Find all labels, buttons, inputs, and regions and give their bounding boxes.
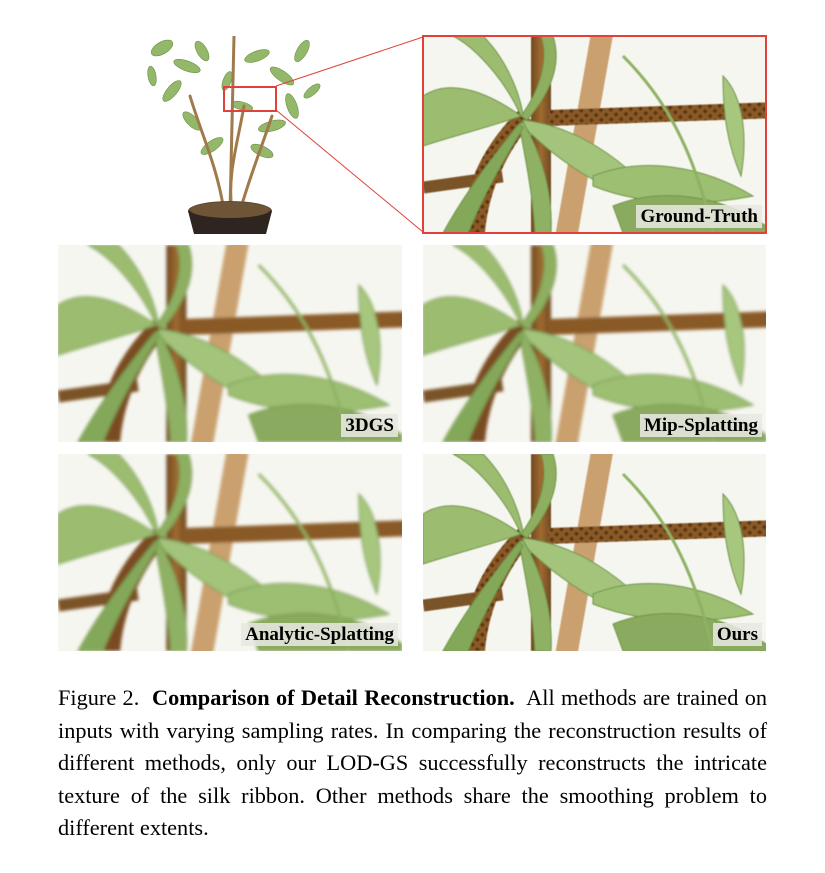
- crop-image: [423, 454, 766, 651]
- panel-label: 3DGS: [341, 414, 398, 437]
- caption-prefix: Figure 2.: [58, 685, 140, 710]
- plant-overview-image: [132, 36, 328, 234]
- crop-image: [423, 245, 766, 442]
- panel-label: Ground-Truth: [636, 205, 762, 228]
- caption-title: Comparison of Detail Reconstruction.: [151, 685, 515, 710]
- caption-body: All methods are trained on inputs with varying sampling rates. In comparing the reconstruction results of different methods, only our LOD-GS successfully reconstructs the intricate texture of the silk ribbon. Other methods share the smoothing problem to different extents.: [58, 685, 767, 840]
- crop-image: [58, 454, 402, 651]
- crop-image: [58, 245, 402, 442]
- panel-label: Analytic-Splatting: [241, 623, 398, 646]
- ours-panel: [423, 454, 766, 651]
- mip-splatting-panel: [423, 245, 766, 442]
- panel-label: Mip-Splatting: [640, 414, 762, 437]
- analytic-splatting-panel: [58, 454, 402, 651]
- 3dgs-panel: [58, 245, 402, 442]
- panel-label: Ours: [713, 623, 762, 646]
- crop-image: [423, 36, 766, 233]
- figure-caption: [58, 682, 767, 845]
- ground-truth-panel: [423, 36, 766, 233]
